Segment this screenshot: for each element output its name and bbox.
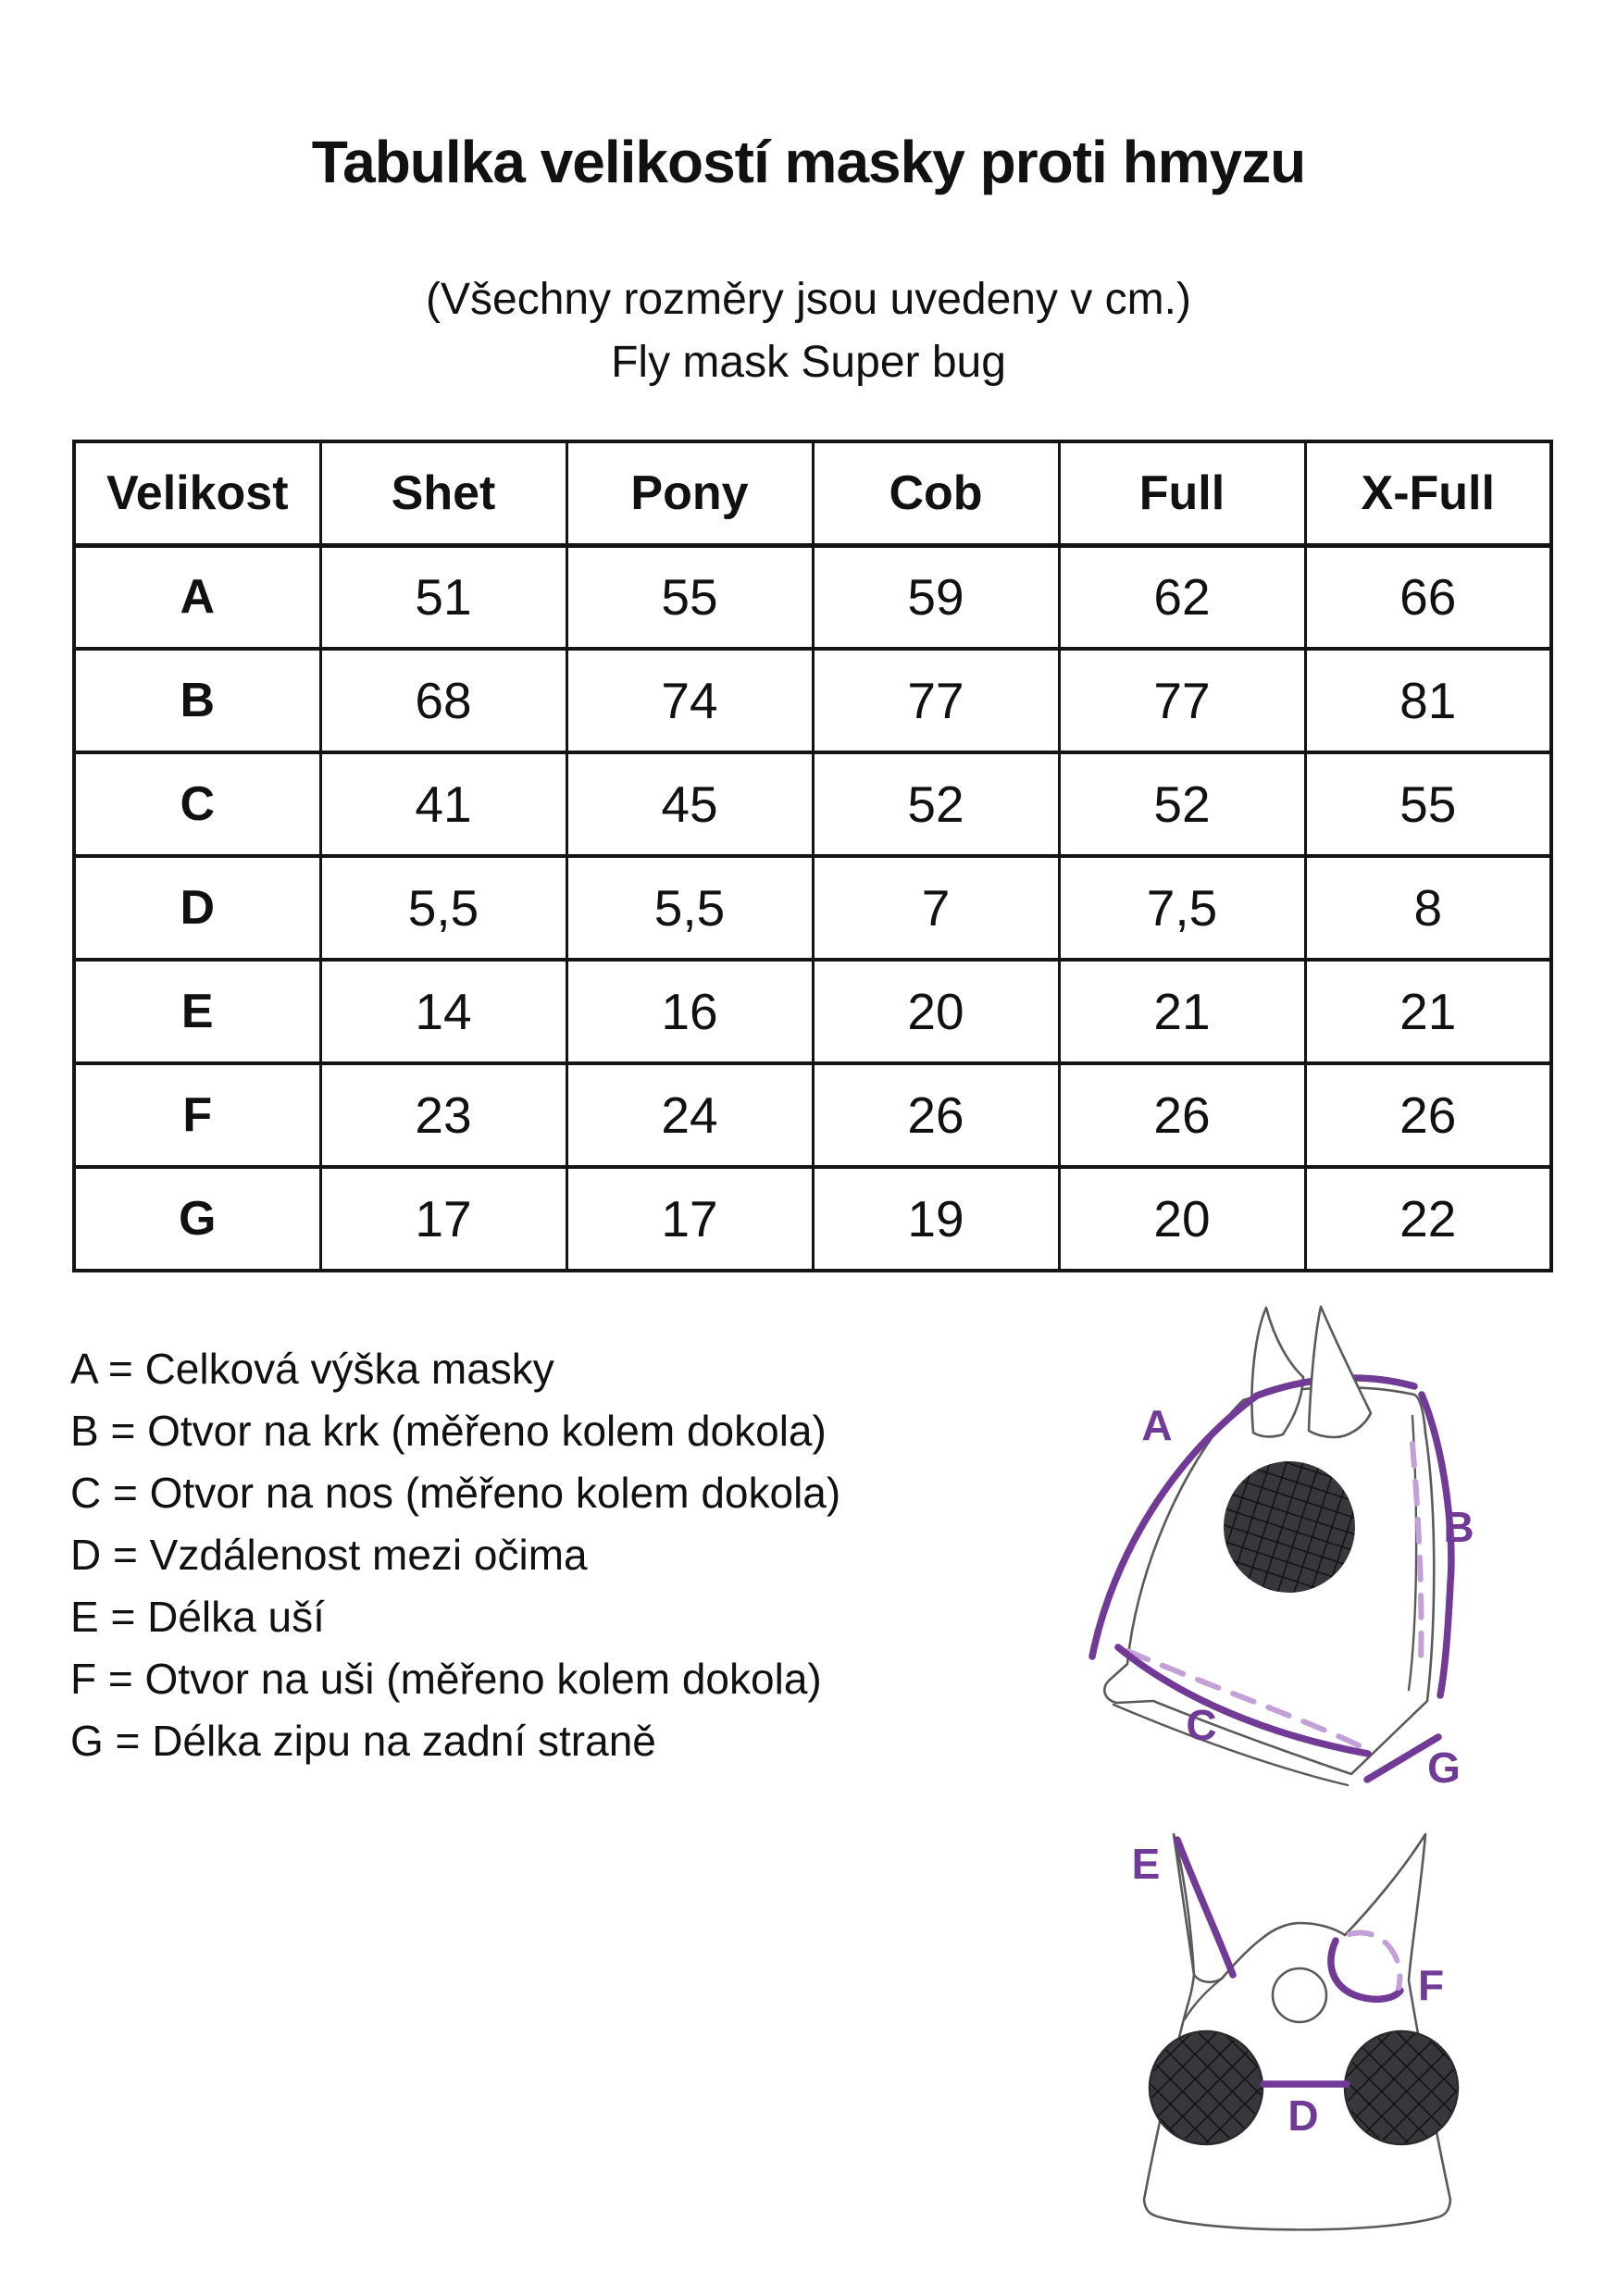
legend-item: E = Délka uší — [70, 1593, 325, 1641]
size-table-wrapper — [72, 440, 1553, 1272]
size-value-cell: 23 — [320, 1063, 566, 1167]
size-value-cell: 51 — [320, 545, 566, 649]
size-value-cell: 59 — [813, 545, 1059, 649]
size-value-cell: 81 — [1305, 649, 1551, 752]
fly-mask-side-view-diagram — [1046, 1277, 1555, 1814]
mask-front-left-eye-mesh — [1150, 2031, 1263, 2144]
page-title: Tabulka velikostí masky proti hmyzu — [311, 129, 1306, 195]
row-header-A: A — [74, 545, 320, 649]
legend — [70, 1338, 1014, 1772]
size-value-cell: 26 — [813, 1063, 1059, 1167]
legend-item: A = Celková výška masky — [70, 1345, 554, 1393]
size-value-cell: 74 — [566, 649, 813, 752]
fly-mask-front-view-diagram — [1046, 1805, 1555, 2296]
front-label-D: D — [1287, 2091, 1319, 2140]
table-row-E — [74, 960, 1551, 1063]
mask-front-right-eye-mesh — [1345, 2031, 1458, 2144]
size-value-cell: 17 — [320, 1167, 566, 1271]
size-value-cell: 52 — [1059, 752, 1305, 856]
column-header-velikost: Velikost — [74, 441, 320, 545]
table-row-F — [74, 1063, 1551, 1167]
size-value-cell: 8 — [1305, 856, 1551, 960]
side-label-B: B — [1443, 1503, 1474, 1551]
size-value-cell: 45 — [566, 752, 813, 856]
size-value-cell: 5,5 — [320, 856, 566, 960]
side-label-C: C — [1186, 1701, 1217, 1749]
row-header-E: E — [74, 960, 320, 1063]
mask-side-eye-mesh — [1224, 1461, 1355, 1593]
mask-front-forelock-hole — [1273, 1968, 1326, 2022]
size-value-cell: 66 — [1305, 545, 1551, 649]
legend-item: B = Otvor na krk (měřeno kolem dokola) — [70, 1407, 827, 1455]
subtitle-units-note: (Všechny rozměry jsou uvedeny v cm.) — [426, 275, 1191, 324]
subtitle-product-name: Fly mask Super bug — [611, 338, 1006, 387]
size-value-cell: 62 — [1059, 545, 1305, 649]
size-value-cell: 68 — [320, 649, 566, 752]
size-value-cell: 5,5 — [566, 856, 813, 960]
size-value-cell: 21 — [1305, 960, 1551, 1063]
column-header-cob: Cob — [813, 441, 1059, 545]
size-value-cell: 20 — [813, 960, 1059, 1063]
table-row-A — [74, 545, 1551, 649]
side-label-A: A — [1141, 1401, 1173, 1449]
legend-item: C = Otvor na nos (měřeno kolem dokola) — [70, 1469, 841, 1517]
table-header-row — [74, 441, 1551, 545]
size-value-cell: 26 — [1305, 1063, 1551, 1167]
legend-item: D = Vzdálenost mezi očima — [70, 1531, 588, 1579]
size-value-cell: 55 — [1305, 752, 1551, 856]
size-value-cell: 17 — [566, 1167, 813, 1271]
side-label-G: G — [1427, 1744, 1461, 1792]
row-header-D: D — [74, 856, 320, 960]
size-value-cell: 19 — [813, 1167, 1059, 1271]
front-label-F: F — [1417, 1961, 1445, 2009]
size-value-cell: 24 — [566, 1063, 813, 1167]
legend-item: F = Otvor na uši (měřeno kolem dokola) — [70, 1655, 822, 1703]
row-header-F: F — [74, 1063, 320, 1167]
size-value-cell: 26 — [1059, 1063, 1305, 1167]
size-value-cell: 16 — [566, 960, 813, 1063]
size-value-cell: 77 — [813, 649, 1059, 752]
column-header-shet: Shet — [320, 441, 566, 545]
table-row-C — [74, 752, 1551, 856]
table-row-D — [74, 856, 1551, 960]
size-value-cell: 55 — [566, 545, 813, 649]
row-header-B: B — [74, 649, 320, 752]
column-header-pony: Pony — [566, 441, 813, 545]
size-value-cell: 22 — [1305, 1167, 1551, 1271]
size-value-cell: 14 — [320, 960, 566, 1063]
size-value-cell: 20 — [1059, 1167, 1305, 1271]
row-header-G: G — [74, 1167, 320, 1271]
size-value-cell: 77 — [1059, 649, 1305, 752]
legend-item: G = Délka zipu na zadní straně — [70, 1717, 656, 1765]
front-label-E: E — [1131, 1840, 1161, 1888]
size-value-cell: 7 — [813, 856, 1059, 960]
size-value-cell: 41 — [320, 752, 566, 856]
column-header-x-full: X-Full — [1305, 441, 1551, 545]
size-value-cell: 21 — [1059, 960, 1305, 1063]
page-subtitle — [0, 268, 1617, 394]
size-value-cell: 7,5 — [1059, 856, 1305, 960]
column-header-full: Full — [1059, 441, 1305, 545]
size-table — [72, 440, 1553, 1272]
mask-side-right-ear — [1309, 1307, 1371, 1437]
table-row-G — [74, 1167, 1551, 1271]
row-header-C: C — [74, 752, 320, 856]
size-value-cell: 52 — [813, 752, 1059, 856]
table-row-B — [74, 649, 1551, 752]
